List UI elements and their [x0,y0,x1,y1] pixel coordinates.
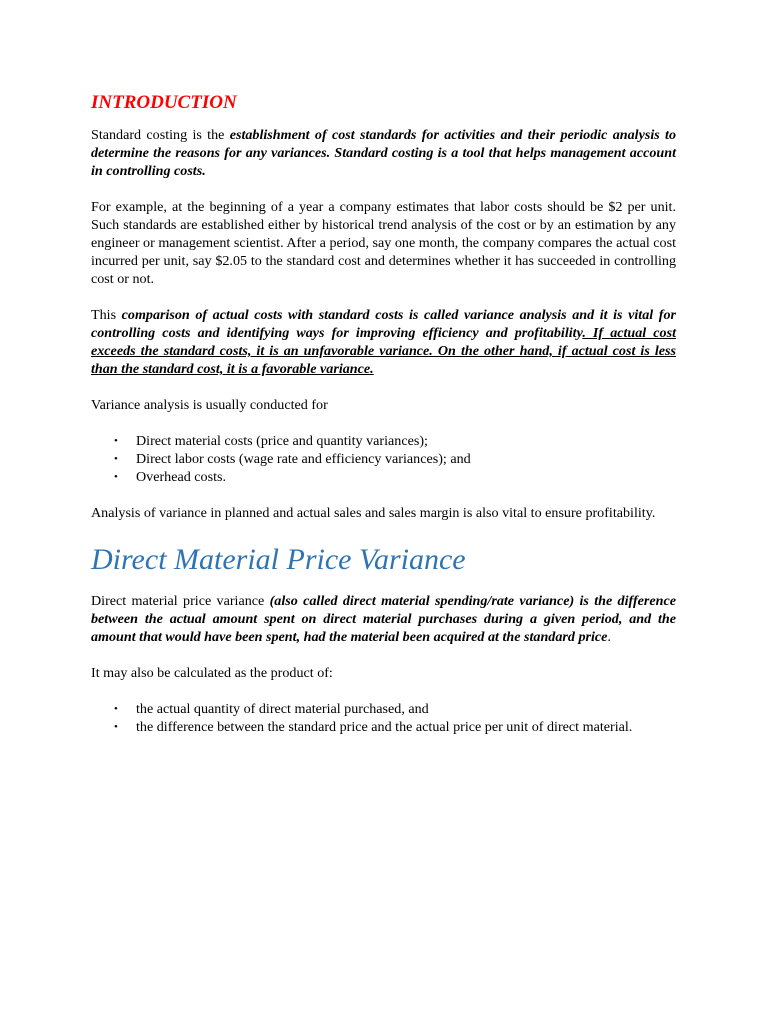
bullet-icon: • [114,471,118,483]
intro-paragraph-4: Variance analysis is usually conducted for [91,397,328,413]
intro-p3-underlined: . If actual cost exceeds the standard costs, it is an unfavorable variance. On the other hand, if actual cost is less than the standard cost, it is a favorable variance. [91,325,677,377]
intro-paragraph-5: Analysis of variance in planned and actual sales and sales margin is also vital to ensure profitability. [91,505,656,521]
document-page [91,90,676,736]
intro-paragraph-1 [91,126,676,180]
bullet-icon: • [114,453,118,465]
intro-p1-emphasis: establishment of cost standards for activities and their periodic analysis to determine the reasons for any variances. Standard costing is a tool that helps management account in controlling costs. [91,127,676,179]
direct-material-price-variance-heading: Direct Material Price Variance [91,543,466,576]
intro-p1-plain: Standard costing is the [91,127,230,143]
list-item-text: Direct labor costs (wage rate and efficiency variances); and [136,451,471,467]
dmpv-p1-plain: Direct material price variance [91,593,270,609]
bullet-icon: • [114,721,118,733]
list-item [114,450,676,468]
list-item [114,718,676,736]
list-item-text: Overhead costs. [136,469,227,485]
dmpv-paragraph-2: It may also be calculated as the product of: [91,665,333,681]
intro-p3-plain: This [91,307,122,323]
list-item [114,700,676,718]
variance-types-list [91,432,676,486]
dmpv-paragraph-1 [91,592,676,646]
intro-paragraph-3 [91,306,676,378]
intro-paragraph-2: For example, at the beginning of a year a company estimates that labor costs should be $2 per unit. Such standards are established either by historical trend analysis of the cost or by an estimation by any engineer or management scientist. After a period, say one month, the company compares the actual cost incurred per unit, say $2.05 to the standard cost and determines whether it has succeeded in controlling cost or not. [91,199,676,287]
bullet-icon: • [114,435,118,447]
list-item-text: the difference between the standard price and the actual price per unit of direct material. [136,719,633,735]
list-item [114,468,676,486]
list-item-text: Direct material costs (price and quantity variances); [136,433,428,449]
list-item [114,432,676,450]
bullet-icon: • [114,703,118,715]
calculation-factors-list [91,700,676,736]
dmpv-p1-tail: . [607,629,611,645]
introduction-heading: INTRODUCTION [91,92,237,113]
intro-p3-emphasis: comparison of actual costs with standard costs is called variance analysis and it is vital for controlling costs and identifying ways for improving efficiency and profitability [91,307,676,341]
dmpv-p1-emphasis: (also called direct material spending/rate variance) is the difference between the actual amount spent on direct material purchases during a given period, and the amount that would have been spent, had the material been acquired at the standard price [91,593,676,645]
list-item-text: the actual quantity of direct material purchased, and [136,701,429,717]
